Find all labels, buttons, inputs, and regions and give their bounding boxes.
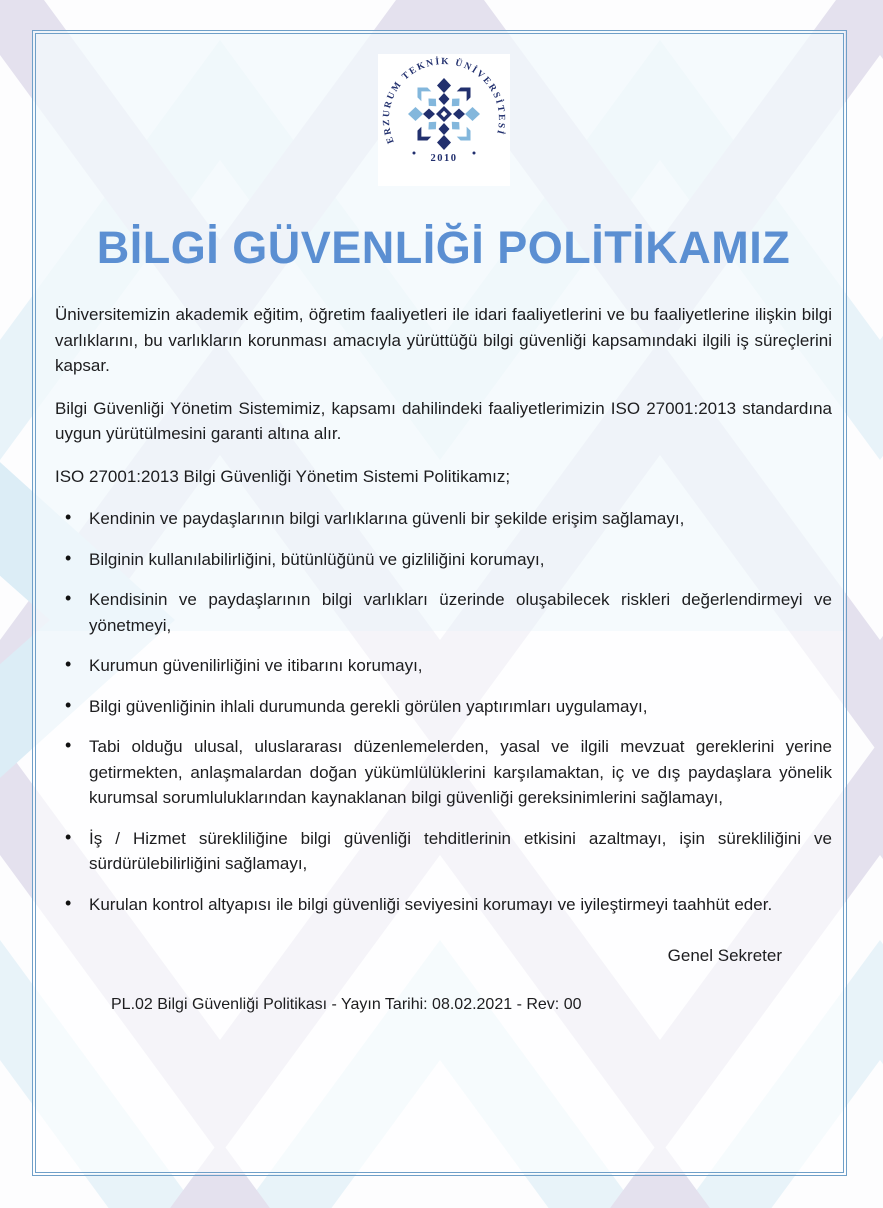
- policy-lead-paragraph: ISO 27001:2013 Bilgi Güvenliği Yönetim Sistemi Politikamız;: [55, 466, 511, 486]
- list-item: • Bilginin kullanılabilirliğini, bütünlüğünü ve gizliliğini korumayı,: [89, 547, 832, 573]
- signature-title: Genel Sekreter: [667, 946, 782, 965]
- list-item: • İş / Hizmet sürekliliğine bilgi güvenliği tehditlerinin etkisini azaltmayı, işin sürekliliğini ve sürdürülebilirliğini sağlamayı,: [89, 826, 832, 877]
- policy-body: [55, 302, 832, 1017]
- logo-left-dot: [412, 152, 415, 155]
- list-item: • Bilgi güvenliğinin ihlali durumunda gerekli görülen yaptırımları uygulamayı,: [89, 694, 832, 720]
- list-item: • Tabi olduğu ulusal, uluslararası düzenlemelerden, yasal ve ilgili mevzuat gereklerini yerine getirmekten, anlaşmalardan doğan yükümlülüklerini karşılamaktan, iç ve dış paydaşlara yönelik kurumsal sorumluluklarından kaynaklanan bilgi güvenliği gereksinimlerini sağlamayı,: [89, 734, 832, 811]
- list-item: • Kendisinin ve paydaşlarının bilgi varlıkları üzerinde oluşabilecek riskleri değerlendirmeyi ve yönetmeyi,: [89, 587, 832, 638]
- list-item: • Kendinin ve paydaşlarının bilgi varlıklarına güvenli bir şekilde erişim sağlamayı,: [89, 506, 832, 532]
- scope-paragraph: Bilgi Güvenliği Yönetim Sistemimiz, kapsamı dahilindeki faaliyetlerimizin ISO 27001:2013 standardına uygun yürütülmesini garanti altına alır.: [55, 398, 832, 443]
- document-reference-footer: PL.02 Bilgi Güvenliği Politikası - Yayın Tarihi: 08.02.2021 - Rev: 00: [111, 995, 582, 1013]
- document-content: [55, 0, 832, 1017]
- list-item: • Kurulan kontrol altyapısı ile bilgi güvenliği seviyesini korumayı ve iyileştirmeyi taahhüt eder.: [89, 892, 832, 918]
- logo-year: 2010: [430, 153, 457, 164]
- page-title: BİLGİ GÜVENLİĞİ POLİTİKAMIZ: [96, 222, 791, 273]
- logo-right-dot: [472, 152, 475, 155]
- policy-bullet-list: [55, 506, 832, 917]
- university-logo: [378, 54, 510, 186]
- list-item: • Kurumun güvenilirliğini ve itibarını korumayı,: [89, 653, 832, 679]
- intro-paragraph: Üniversitemizin akademik eğitim, öğretim faaliyetleri ile idari faaliyetlerini ve bu faaliyetlerine ilişkin bilgi varlıklarını, bu varlıkların korunması amacıyla yürüttüğü bilgi güvenliği kapsamındaki ilgili iş süreçlerini kapsar.: [55, 305, 832, 375]
- logo-arc-text: ERZURUM TEKNİK ÜNİVERSİTESİ: [381, 56, 506, 145]
